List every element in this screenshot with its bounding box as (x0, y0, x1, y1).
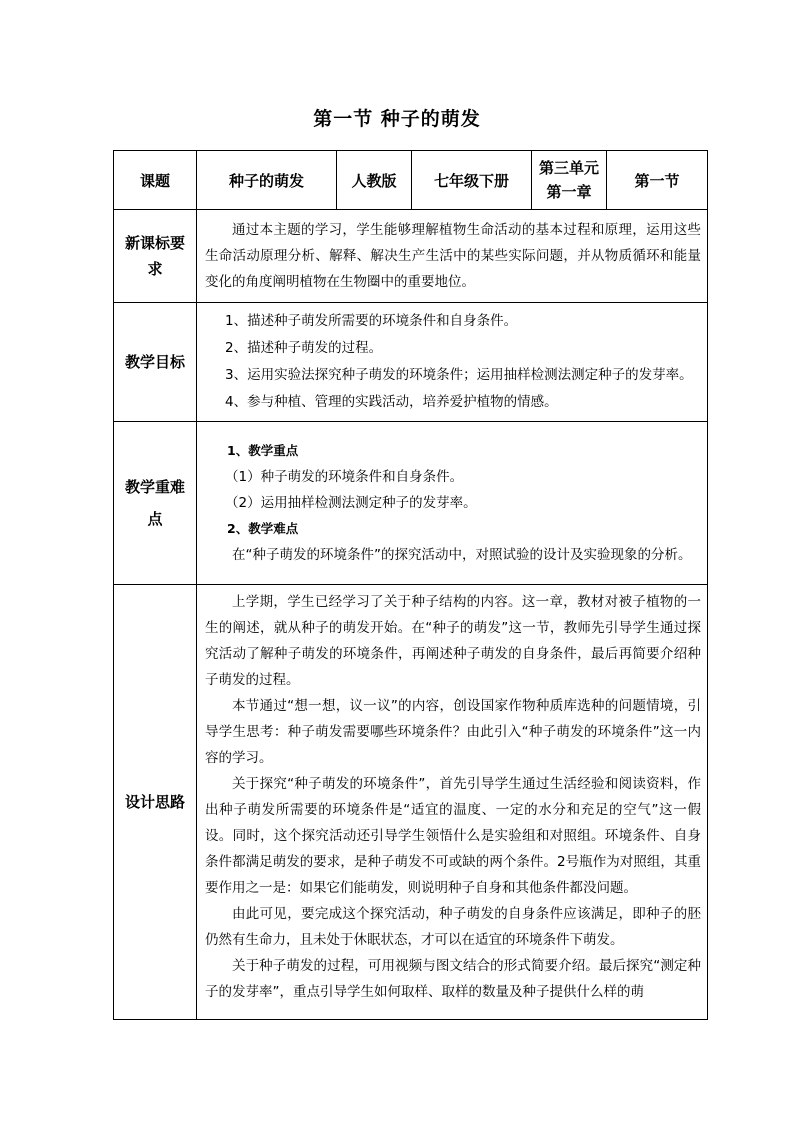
design-cell (197, 585, 708, 1020)
header-unit (532, 151, 607, 210)
header-edition: 人教版 (337, 151, 412, 210)
header-unit-line2: 第一章 (546, 183, 592, 201)
design-paragraph: 由此可见，要完成这个探究活动，种子萌发的自身条件应该满足，即种子的胚仍然有生命力，且未处于休眠状态，才可以在适宜的环境条件下萌发。 (205, 906, 701, 948)
key-points-row (114, 422, 708, 585)
design-paragraph: 关于种子萌发的过程，可用视频与图文结合的形式简要介绍。最后探究“测定种子的发芽率”，重点引导学生如何取样、取样的数量及种子提供什么样的萌 (205, 958, 701, 1000)
key-points-label (114, 422, 197, 585)
header-row (114, 151, 708, 210)
header-grade: 七年级下册 (412, 151, 532, 210)
standards-text: 通过本主题的学习，学生能够理解植物生命活动的基本过程和原理，运用这些生命活动原理分析、解释、解决生产生活中的某些实际问题，并从物质循环和能量变化的角度阐明植物在生物圈中的重要地位。 (205, 222, 701, 290)
key-points-label-line1: 教学重难 (124, 478, 185, 496)
header-section: 第一节 (607, 151, 708, 210)
difficulty-heading: 2、教学难点 (227, 521, 299, 536)
standards-label (114, 210, 197, 303)
standards-label-line2: 求 (147, 260, 163, 278)
key-points-label-line2: 点 (147, 510, 163, 528)
design-row (114, 585, 708, 1020)
header-topic-label: 课题 (114, 151, 197, 210)
key-points-heading: 1、教学重点 (227, 443, 299, 458)
standards-row (114, 210, 708, 303)
header-unit-line1: 第三单元 (538, 159, 599, 177)
design-paragraph: 上学期，学生已经学习了关于种子结构的内容。这一章，教材对被子植物的一生的阐述，就从种子的萌发开始。在“种子的萌发”这一节，教师先引导学生通过探究活动了解种子萌发的环境条件，再阐述种子萌发的自身条件，最后再简要介绍种子萌发的过程。 (205, 594, 701, 688)
design-paragraph: 本节通过“想一想，议一议”的内容，创设国家作物种质库选种的问题情境，引导学生思考：种子萌发需要哪些环境条件？由此引入“种子萌发的环境条件”这一内容的学习。 (205, 698, 701, 766)
objective-item: 2、描述种子萌发的过程。 (225, 340, 383, 356)
key-point-item: （1）种子萌发的环境条件和自身条件。 (225, 469, 464, 485)
objective-item: 3、运用实验法探究种子萌发的环境条件；运用抽样检测法测定种子的发芽率。 (225, 367, 693, 383)
design-paragraph: 关于探究“种子萌发的环境条件”，首先引导学生通过生活经验和阅读资料，作出种子萌发所需要的环境条件是“适宜的温度、一定的水分和充足的空气”这一假设。同时，这个探究活动还引导学生领悟什么是实验组和对照组。环境条件、自身条件都满足萌发的要求，是种子萌发不可或缺的两个条件。2号瓶作为对照组，其重要作用之一是：如果它们能萌发，则说明种子自身和其他条件都没问题。 (205, 776, 701, 896)
objective-item: 1、描述种子萌发所需要的环境条件和自身条件。 (225, 313, 518, 329)
objectives-label: 教学目标 (114, 303, 197, 422)
objectives-row (114, 303, 708, 422)
key-point-item: （2）运用抽样检测法测定种子的发芽率。 (225, 495, 477, 511)
standards-cell (197, 210, 708, 303)
header-topic-value: 种子的萌发 (197, 151, 337, 210)
objectives-cell (197, 303, 708, 422)
page-title: 第一节 种子的萌发 (313, 108, 481, 130)
key-points-cell (197, 422, 708, 585)
difficulty-text: 在“种子萌发的环境条件”的探究活动中，对照试验的设计及实验现象的分析。 (232, 547, 692, 563)
standards-label-line1: 新课标要 (124, 234, 185, 252)
lesson-plan-table (113, 150, 708, 1020)
design-label: 设计思路 (114, 585, 197, 1020)
objective-item: 4、参与种植、管理的实践活动，培养爱护植物的情感。 (225, 394, 558, 410)
